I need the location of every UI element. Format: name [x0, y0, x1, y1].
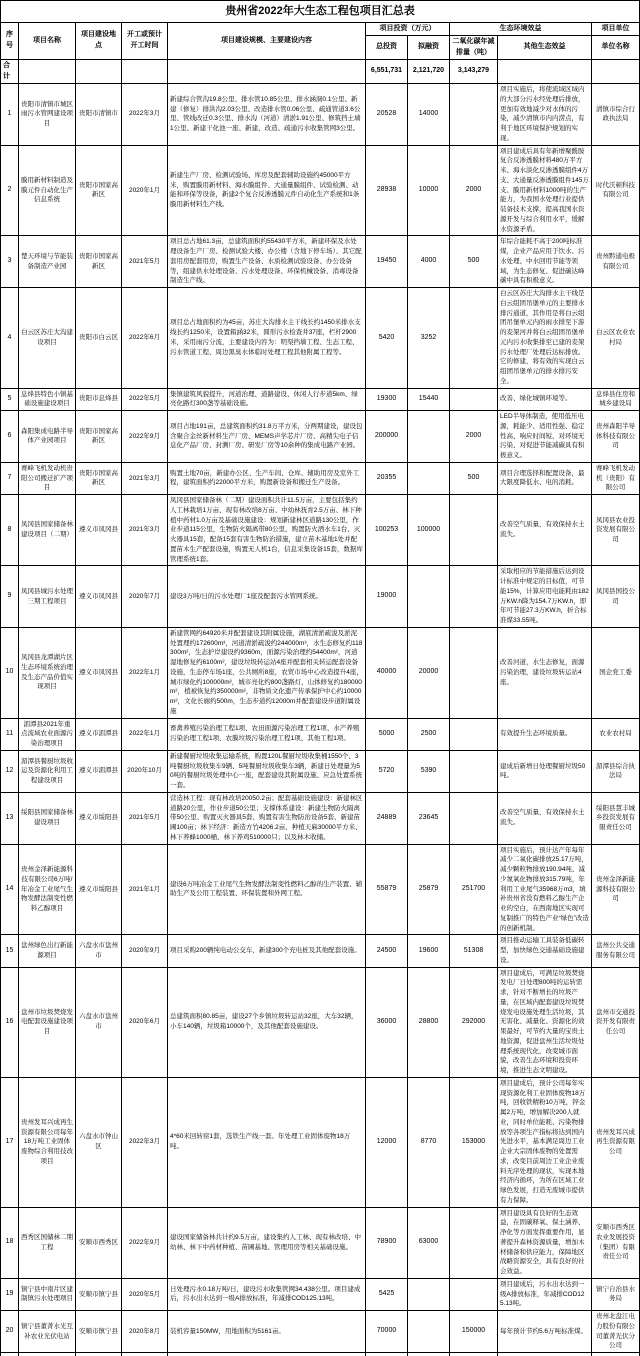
cell-total: 19450 — [366, 236, 408, 288]
cell-content: 新建生产厂房、检测试验场、库房及配套辅助设施约45000平方米，购置膜用新材料、海水膜组件、大通量膜组件、试验检测、动能和环保等设备，新建2个复合反渗透膜元件自动化生产系统和1条膜用新材料生产线。 — [168, 145, 366, 236]
cell-name: 楚天环境与节能装备制造产业园 — [19, 236, 76, 288]
cell-total: 55879 — [366, 844, 408, 935]
cell-location: 贵阳市国家高新区 — [76, 411, 122, 463]
project-row — [1, 236, 640, 288]
cell-finance — [408, 462, 450, 494]
cell-no: 17 — [1, 1077, 19, 1207]
cell-unit: 国企党工委 — [592, 627, 640, 718]
cell-location: 贵阳市国家高新区 — [76, 236, 122, 288]
project-row — [1, 145, 640, 236]
col-group-investment: 项目投资（万元） — [366, 22, 450, 36]
cell-benefit: 项目建设具有良好的生态效益，在固碳释氧、保土涵养、净化等方面发挥重要作用，显著提升森林资源质量，增加木材储备和供应能力，保障地区战略资源安全，具有良好的社会效益。 — [498, 1207, 592, 1278]
cell-name: 贵阳市清镇市城区雨污水管网建设项目 — [19, 84, 76, 146]
project-row — [1, 792, 640, 844]
cell-start: 2021年5月 — [122, 792, 168, 844]
cell-start: 2022年3月 — [122, 1077, 168, 1207]
project-row — [1, 288, 640, 389]
cell-finance: 15440 — [408, 388, 450, 411]
summary-co2: 3,143,279 — [450, 60, 498, 84]
cell-content: 总建筑面积80.85亩，建设27个乡镇垃圾转运站32座，大车32辆，小车140辆，垃圾箱10000个，及其他配套设施建设。 — [168, 967, 366, 1077]
cell-start: 2022年1月 — [122, 718, 168, 750]
cell-benefit: 项目建成后，可满足垃圾焚烧发电厂日处理800吨的运转需求，针对不断增长的垃圾产量，在区域内配套建设垃圾焚烧发电设施处理生活垃圾，其无害化、减量化、资源化的效果最好，可节约大量的宝贵土地资源，促进盘州生活垃圾处理系统现代化，改变城市面貌，改善生态环境和投资环境，推进生态文明建设。 — [498, 967, 592, 1077]
cell-name: 绥阳县国家储备林建设项目 — [19, 792, 76, 844]
cell-benefit: 白云区苏庄大沟排水主干线是白云组团吊堡单元的主要排水排污通道，其作用是将白云组团吊堡单元内的雨水排至下游的麦架河并将白云组团吊堡单元内污水收集排至已建的麦架污水处理厂处理后达标排放。它的修建，将有效的实现白云组团吊堡单元的排水排污安全。 — [498, 288, 592, 389]
summary-label: 合计 — [1, 60, 19, 84]
cell-location: 六盘水市钟山区 — [76, 1077, 122, 1207]
cell-empty — [76, 1353, 122, 1356]
cell-co2 — [450, 495, 498, 566]
cell-location: 贵阳市国家高新区 — [76, 462, 122, 494]
cell-name: 白云区苏庄大沟建设项目 — [19, 288, 76, 389]
project-row — [1, 495, 640, 566]
cell-no: 11 — [1, 718, 19, 750]
cell-content: 建设6万吨冶金工业尾气生物发酵法制变性燃料乙醇的生产装置、辅助生产及公用工程装置、环保装置和外网工程。 — [168, 844, 366, 935]
cell-no: 9 — [1, 566, 19, 628]
cell-unit: 贵州黔通电极有限公司 — [592, 236, 640, 288]
cell-benefit: 项目合理选择和配置设备，最大限度降低水、电的消耗。 — [498, 462, 592, 494]
cell-content: 新建餐厨垃圾收集运输系统，购置120L餐厨垃圾收集桶1550个、3吨餐厨垃圾收集车9辆、5吨餐厨垃圾收集车3辆，新建日处理量为50吨的餐厨垃圾处理中心一座，配套建设其附属设施、应急处置系统一套。 — [168, 750, 366, 792]
cell-content: 项目占地191亩，总建筑面积约31.8万平方米，分两期建设，建设包含聚合金丝新材料生产厂房、MEMS声学芯片厂房、高精尖电子信息化产品厂房、封测厂房、研发厂房等10余种的集成电路产业园。 — [168, 411, 366, 463]
cell-location: 贵阳市息烽县 — [76, 388, 122, 411]
project-row — [1, 1311, 640, 1353]
cell-unit: 贵州北盘江电力股份有限公司董菁光伏分公司 — [592, 1311, 640, 1353]
cell-name: 贵州金泽新能源科技有限公司6万吨/年冶金工业尾气生物发酵法制变性燃料乙醇项目 — [19, 844, 76, 935]
cell-start: 2020年10月 — [122, 750, 168, 792]
summary-row — [1, 60, 640, 84]
cell-no: 16 — [1, 967, 19, 1077]
cell-finance: 3252 — [408, 288, 450, 389]
cell-finance — [408, 1311, 450, 1353]
cell-benefit: 改善、绿化城镇环境等。 — [498, 388, 592, 411]
cell-start: 2022年6月 — [122, 288, 168, 389]
cell-co2: 251700 — [450, 844, 498, 935]
cell-finance: 28800 — [408, 967, 450, 1077]
cell-no: 15 — [1, 935, 19, 967]
cell-benefit: LED半导体制造，使用低压电源，耗能少、适用性强、稳定性高、响应时间短、对环境无污染、对促进节能减碳具有积极意义。 — [498, 411, 592, 463]
cell-unit: 清镇市综合行政执法局 — [592, 84, 640, 146]
cell-name: 西秀区国储林二期工程 — [19, 1207, 76, 1278]
cell-empty — [408, 1353, 450, 1356]
cell-start: 2020年5月 — [122, 1278, 168, 1310]
col-header-content: 项目建设规模、主要建设内容 — [168, 22, 366, 60]
cell-total: 36000 — [366, 967, 408, 1077]
cell-benefit: 年综合能耗不高于200吨标准煤，企业产品应用于饮水、污水处理、中水回用节能等领域，为生态修复、促进碳达峰碳中具有积极意义。 — [498, 236, 592, 288]
cell-location: 安顺市镇宁县 — [76, 1311, 122, 1353]
col-header-benefit: 其他生态效益 — [498, 36, 592, 60]
cell-name: 赛峰飞机发动机贵阳公司搬迁扩产项目 — [19, 462, 76, 494]
cell-no: 20 — [1, 1311, 19, 1353]
cell-start: 2020年1月 — [122, 145, 168, 236]
cell-empty — [592, 1353, 640, 1356]
partial-row — [1, 1353, 640, 1356]
project-row — [1, 967, 640, 1077]
cell-co2: 51308 — [450, 935, 498, 967]
cell-start: 2020年8月 — [122, 1311, 168, 1353]
cell-location: 遵义市湄潭县 — [76, 750, 122, 792]
col-header-start: 开工或预计开工时间 — [122, 22, 168, 60]
summary-finance: 2,121,720 — [408, 60, 450, 84]
cell-content: 装机容量150MW，用地面积为5161亩。 — [168, 1311, 366, 1353]
cell-content: 营造林工程：现有林改培20050.2亩；配套基础设施建设：新建林区道路20公里，作业步道50公里；支撑体系建设：新建生物防火隔离带50公里、购置灭火器具5套、购置有害生物防治设备5套、新建苗圃100亩；林下经济：新造方竹4206.2亩、种植天麻30000平方米、林下养蜂1000桶、林下养鸡510000只；以及林木收储。 — [168, 792, 366, 844]
cell-empty — [450, 1353, 498, 1356]
cell-location: 遵义市凤冈县 — [76, 627, 122, 718]
cell-name: 盘州绿色出行新能源项目 — [19, 935, 76, 967]
cell-location: 安顺市西秀区 — [76, 1207, 122, 1278]
col-header-co2: 二氧化碳年减排量（吨） — [450, 36, 498, 60]
project-row — [1, 411, 640, 463]
cell-start: 2021年5月 — [122, 236, 168, 288]
cell-no: 1 — [1, 84, 19, 146]
cell-name: 湄潭县2021年重点流域农业面源污染治理项目 — [19, 718, 76, 750]
cell-name: 凤冈县国家储备林建设项目（二期） — [19, 495, 76, 566]
cell-content: 日处理污水0.18万吨/日，建设污水收集管网34.438公里。项目建成后，污水出水达到一级A排放标准，年减排COD125.13吨。 — [168, 1278, 366, 1310]
cell-empty — [168, 1353, 366, 1356]
cell-no: 13 — [1, 792, 19, 844]
cell-empty — [122, 1353, 168, 1356]
col-group-unit: 项目单位 — [592, 22, 640, 36]
cell-finance — [408, 411, 450, 463]
cell-location: 贵阳市白云区 — [76, 288, 122, 389]
cell-start: 2020年6月 — [122, 967, 168, 1077]
cell-content: 项目总占地面积约为45亩，苏庄大沟排水主干线长约1450米排水支线长约1250米，设置箱涵32米，圆形污水检查井37座，栏杆2900米，采用雨污分流，主要建设内容为：明渠挡墙工程、生态工程、污水管道工程、周边黑臭水体临时处理工程其他附属工程等。 — [168, 288, 366, 389]
cell-start: 2020年9月 — [122, 935, 168, 967]
cell-total: 70000 — [366, 1311, 408, 1353]
cell-benefit: 项目推动运输工具装备低碳转型，加快绿色交通基础设施建设。 — [498, 935, 592, 967]
cell-total: 40000 — [366, 627, 408, 718]
cell-content: 新建管网约64920米并配套建设其附属设施，湖底清淤疏浚及淤泥处置理约172600m³，河道清淤疏浚约244000m³，水生态修复约118300m²，生态护岸建设约9360m，面源污染治理约54400m²，河道湿地修复约6100m²，建设垃圾转运站4座并配套相关转运配套设备设施，生态停车场1座，公共厕所8座，农贸市场中心改造提升4座，城市绿化约100000m²，城市亮化约800盏路灯，山体修复约180000m²，植被恢复约350000m²，非物质文化遗产传承保护中心约10000m²，文化长廊约500m，生态步道约12000m并配套建设步道附属设施 — [168, 627, 366, 718]
cell-benefit: 建成后新增日处理餐厨垃圾50吨。 — [498, 750, 592, 792]
cell-finance: 4000 — [408, 236, 450, 288]
cell-finance: 20000 — [408, 627, 450, 718]
cell-unit: 白云区农业农村局 — [592, 288, 640, 389]
project-row — [1, 1207, 640, 1278]
cell-unit: 湄潭县综合执法局 — [592, 750, 640, 792]
cell-co2 — [450, 388, 498, 411]
cell-empty — [1, 1353, 19, 1356]
cell-total: 12000 — [366, 1077, 408, 1207]
project-row — [1, 462, 640, 494]
summary-empty — [122, 60, 168, 84]
cell-total: 5000 — [366, 718, 408, 750]
cell-no: 19 — [1, 1278, 19, 1310]
summary-empty — [76, 60, 122, 84]
col-header-unit: 单位名称 — [592, 36, 640, 60]
cell-start: 2020年7月 — [122, 566, 168, 628]
cell-finance: 10000 — [408, 145, 450, 236]
cell-unit: 时代沃顿科技有限公司 — [592, 145, 640, 236]
project-row — [1, 844, 640, 935]
cell-content: 项目采购200辆纯电动公交车，新建300个充电桩及其他配套设施。 — [168, 935, 366, 967]
cell-co2 — [450, 1207, 498, 1278]
cell-unit: 贵州发耳兴成再生资源有限公司 — [592, 1077, 640, 1207]
cell-co2: 500 — [450, 462, 498, 494]
cell-co2 — [450, 750, 498, 792]
project-row — [1, 84, 640, 146]
cell-content: 集镇建筑风貌提升，河道治理、道路建设、休闲人行步道5km、绿亮化路灯300盏等基础设施。 — [168, 388, 366, 411]
cell-no: 3 — [1, 236, 19, 288]
cell-no: 4 — [1, 288, 19, 389]
cell-finance: 2500 — [408, 718, 450, 750]
cell-no: 18 — [1, 1207, 19, 1278]
cell-location: 遵义市绥阳县 — [76, 844, 122, 935]
cell-start: 2022年9月 — [122, 1207, 168, 1278]
cell-total: 24500 — [366, 935, 408, 967]
cell-no: 8 — [1, 495, 19, 566]
cell-no: 7 — [1, 462, 19, 494]
cell-content: 建设3万吨/日的污水处理厂1座及配套污水管网系统。 — [168, 566, 366, 628]
cell-co2 — [450, 288, 498, 389]
cell-start: 2021年1月 — [122, 844, 168, 935]
cell-total: 5420 — [366, 288, 408, 389]
cell-content: 购置土地70亩，新建办公区、生产车间、仓库、辅助用房及室外工程，建筑面积约22000平方米，购置新设备和搬迁生产设备。 — [168, 462, 366, 494]
cell-benefit: 改善空气质量，有效保持水土流失。 — [498, 792, 592, 844]
cell-no: 5 — [1, 388, 19, 411]
cell-location: 安顺市镇宁县 — [76, 1278, 122, 1310]
cell-total: 100253 — [366, 495, 408, 566]
cell-unit: 盘州市交通投资开发有限责任公司 — [592, 967, 640, 1077]
cell-total: 19000 — [366, 566, 408, 628]
cell-co2: 2000 — [450, 411, 498, 463]
project-row — [1, 750, 640, 792]
cell-total: 28938 — [366, 145, 408, 236]
project-row — [1, 1278, 640, 1310]
cell-co2: 2000 — [450, 145, 498, 236]
cell-co2 — [450, 84, 498, 146]
cell-benefit: 项目建成后，污水出水达到一级A排放标准，年减排COD125.13吨。 — [498, 1278, 592, 1310]
cell-finance: 19600 — [408, 935, 450, 967]
cell-name: 膜用新材料制造及膜元件自动化生产信息系统 — [19, 145, 76, 236]
cell-unit: 盘州公共交通服务有限公司 — [592, 935, 640, 967]
cell-co2 — [450, 718, 498, 750]
cell-co2: 292000 — [450, 967, 498, 1077]
cell-content: 凤冈县国家储备林（二期）建设面积共计11.5万亩，主要包括集约人工林栽培1万亩、现有林改培8万亩、中幼林抚育2.5万亩、林下种植中药材1.0万亩及基础设施建设：规划新建林区道路130公里，作业步道115公里，生物防火隔离带80公里，购置防火洒水车1台、灭火器具15套，配备15套有害生物防治措施，建立苗木基地1处并配置苗木生产配套设施，购置无人机1台，信息采集设备15套，数据库管理系统1套。 — [168, 495, 366, 566]
cell-location: 遵义市绥阳县 — [76, 792, 122, 844]
cell-total: 20355 — [366, 462, 408, 494]
cell-start: 2022年3月 — [122, 84, 168, 146]
cell-location: 遵义市湄潭县 — [76, 718, 122, 750]
cell-location: 贵阳市清镇市 — [76, 84, 122, 146]
cell-co2 — [450, 792, 498, 844]
cell-no: 10 — [1, 627, 19, 718]
cell-content: 新建综合管沟19.8公里、排水管10.85公里、排水涵洞0.1公里、新建（修复）排洪沟2.03公里、改造排水管0.06公里、疏通管道3.6公里、管线改迁0.3公里、排水沟（河道）清淤1.91公里、修筑挡土墙1公里、新建干化池一座、新建、改造、疏通污水收集管网3公里。 — [168, 84, 366, 146]
col-header-name: 项目名称 — [19, 22, 76, 60]
cell-start: 2021年3月 — [122, 462, 168, 494]
col-header-no: 序号 — [1, 22, 19, 60]
summary-empty — [498, 60, 592, 84]
cell-unit: 农业农村局 — [592, 718, 640, 750]
cell-name: 凤冈县龙潭湖片区生态环境系统治理及生态产品价值实现项目 — [19, 627, 76, 718]
cell-name: 盘州市垃圾焚烧发电配套设施建设项目 — [19, 967, 76, 1077]
cell-finance: 5390 — [408, 750, 450, 792]
project-row — [1, 935, 640, 967]
project-row — [1, 718, 640, 750]
cell-benefit: 项目建成后，预计公司每年实现资源化利工业固体废物18万吨，回收铁精粉10万吨，锌金属2万吨，增加解决200人就业，同时单位能耗、污染物排放等各项生产指标将达到国内先进水平，基本满足周边工业企业大宗固体废物的处置需求，改变目前周边工业企业废料无序处理的现状，实现本地经济内循环，为所在区域工业绿色发展，打造无废城市提供有力保障。 — [498, 1077, 592, 1207]
cell-name: 镇宁县董菁水光互补农业光伏电站 — [19, 1311, 76, 1353]
cell-name: 湄潭县餐厨垃圾收运及资源化利用工程建设项目 — [19, 750, 76, 792]
summary-empty — [592, 60, 640, 84]
cell-location: 遵义市凤冈县 — [76, 566, 122, 628]
summary-total: 6,551,731 — [366, 60, 408, 84]
cell-benefit: 项目实施后，预计达产年每年减少二氧化碳排放25.17万吨、减少颗粒物排放190.94吨、减少氮氧化物排放315.79吨，年利用工业尾气35968万m3，填补贵州省没有燃料乙醇生产企业的空白，在西南地区实现可复制推广的特色产业“绿色”改造的创新机制。 — [498, 844, 592, 935]
project-row — [1, 388, 640, 411]
cell-name: 镇宁县中南片区建制镇污水处理项目 — [19, 1278, 76, 1310]
cell-empty — [19, 1353, 76, 1356]
cell-finance: 63000 — [408, 1207, 450, 1278]
cell-benefit: 项目实施后，将使流域区域内的大部分污水经处理后排放，更加有效地减少对水体的污染，减少清镇市内内涝点，有利于地区环境保护规划的实现。 — [498, 84, 592, 146]
cell-benefit: 有效提升生态环境质量。 — [498, 718, 592, 750]
cell-no: 12 — [1, 750, 19, 792]
cell-unit: 凤冈县国投公司 — [592, 566, 640, 628]
cell-unit: 息烽县住房和城乡建设局 — [592, 388, 640, 411]
cell-total: 200000 — [366, 411, 408, 463]
cell-co2: 153000 — [450, 1077, 498, 1207]
cell-finance: 14000 — [408, 84, 450, 146]
summary-empty — [19, 60, 76, 84]
cell-name: 贵州发耳兴成再生资源有限公司每年18万吨工业固体废物综合利用技改项目 — [19, 1077, 76, 1207]
cell-unit: 贵州森阳半导体科技有限公司 — [592, 411, 640, 463]
cell-finance — [408, 566, 450, 628]
cell-benefit: 改善空气质量，有效保持水土流失。 — [498, 495, 592, 566]
cell-co2: 500 — [450, 236, 498, 288]
cell-name: 凤冈县城污水处理三期工程项目 — [19, 566, 76, 628]
cell-unit: 安顺市西秀区农业发展投资（集团）有限责任公司 — [592, 1207, 640, 1278]
cell-unit: 凤冈县农业投资发展有限公司 — [592, 495, 640, 566]
project-row — [1, 627, 640, 718]
cell-total: 20528 — [366, 84, 408, 146]
project-row — [1, 1077, 640, 1207]
cell-location: 六盘水市盘州市 — [76, 967, 122, 1077]
cell-no: 6 — [1, 411, 19, 463]
cell-co2 — [450, 566, 498, 628]
cell-start: 2022年5月 — [122, 388, 168, 411]
cell-finance: 100000 — [408, 495, 450, 566]
cell-finance — [408, 1278, 450, 1310]
cell-unit: 赛峰飞机发动机（贵阳）有限公司 — [592, 462, 640, 494]
cell-unit: 贵州金泽新能源科技有限公司 — [592, 844, 640, 935]
project-row — [1, 566, 640, 628]
cell-location: 六盘水市盘州市 — [76, 935, 122, 967]
cell-content: 建设国家储备林共计约9.5万亩，建设集约人工林、现有林改培、中幼林、林下中药材种植、苗圃基地、管理用房等相关基础设施。 — [168, 1207, 366, 1278]
cell-no: 14 — [1, 844, 19, 935]
page-title: 贵州省2022年大生态工程包项目汇总表 — [1, 1, 640, 23]
col-header-finance: 拟融资 — [408, 36, 450, 60]
cell-finance: 23645 — [408, 792, 450, 844]
cell-name: 息烽县特色小镇基础设施建设项目 — [19, 388, 76, 411]
cell-content: 项目总占地61.3亩，总建筑面积约55430平方米，新建环保及水处理设备生产厂房、检测试验大楼、办公楼（含地下停车场）、其它配套用房配套用房，购置生产设备、水质检测试验设备、办公设备等，组建供水处理设备、污水处理设备、环保机械设备、消毒设备制造生产线。 — [168, 236, 366, 288]
col-header-location: 项目建设地点 — [76, 22, 122, 60]
summary-empty — [168, 60, 366, 84]
cell-empty — [498, 1353, 592, 1356]
cell-co2 — [450, 1278, 498, 1310]
cell-start: 2022年1月 — [122, 627, 168, 718]
cell-co2: 150000 — [450, 1311, 498, 1353]
cell-location: 贵阳市国家高新区 — [76, 145, 122, 236]
cell-co2 — [450, 627, 498, 718]
cell-content: 4*60米回转窑1套，选铁生产线一套。年处理工业固体废物18万吨。 — [168, 1077, 366, 1207]
cell-finance: 25879 — [408, 844, 450, 935]
cell-benefit: 采取相应的节能措施后达到设计标准中规定的目标值，可节能15%，计算应用电能耗由182万KW.h降为154.7万KW.h，即年可节能27.3万KW.h，折合标准煤33.55吨。 — [498, 566, 592, 628]
table-title-row — [1, 1, 640, 23]
cell-benefit: 每年预计节约5.6万吨标准煤。 — [498, 1311, 592, 1353]
cell-total: 78900 — [366, 1207, 408, 1278]
cell-name: 森阳集成电路半导体产业园项目 — [19, 411, 76, 463]
cell-start: 2021年3月 — [122, 495, 168, 566]
cell-unit: 镇宁自治县水务局 — [592, 1278, 640, 1310]
col-group-eco: 生态环境效益 — [450, 22, 592, 36]
cell-total: 19300 — [366, 388, 408, 411]
cell-content: 畜禽养殖污染治理工程1项、农田面源污染治理工程1项、水产养殖污染治理工程1项、农膜垃圾污染治理工程1项、其他工程1项。 — [168, 718, 366, 750]
cell-total: 5425 — [366, 1278, 408, 1310]
cell-unit: 绥阳县慧丰城乡投资发展有限责任公司 — [592, 792, 640, 844]
cell-total: 24889 — [366, 792, 408, 844]
cell-benefit: 改善河道，水生态修复，面源污染治理，建设垃圾转运站4座。 — [498, 627, 592, 718]
cell-finance: 8770 — [408, 1077, 450, 1207]
cell-benefit: 项目建成后具有年新增聚酰胺复合反渗透膜材料480万平方米、海水淡化反渗透膜组件4万支、大通量反渗透膜组件145万支、膜用新材料1000吨的生产能力，为我国水处理行业提供装备技术支撑，提高我国水资源开发与综合利用水平，缓解水资源矛盾。 — [498, 145, 592, 236]
cell-no: 2 — [1, 145, 19, 236]
col-header-total: 总投资 — [366, 36, 408, 60]
cell-total: 5720 — [366, 750, 408, 792]
cell-empty — [366, 1353, 408, 1356]
cell-start: 2022年9月 — [122, 411, 168, 463]
cell-location: 遵义市凤冈县 — [76, 495, 122, 566]
header-row-groups — [1, 22, 640, 36]
